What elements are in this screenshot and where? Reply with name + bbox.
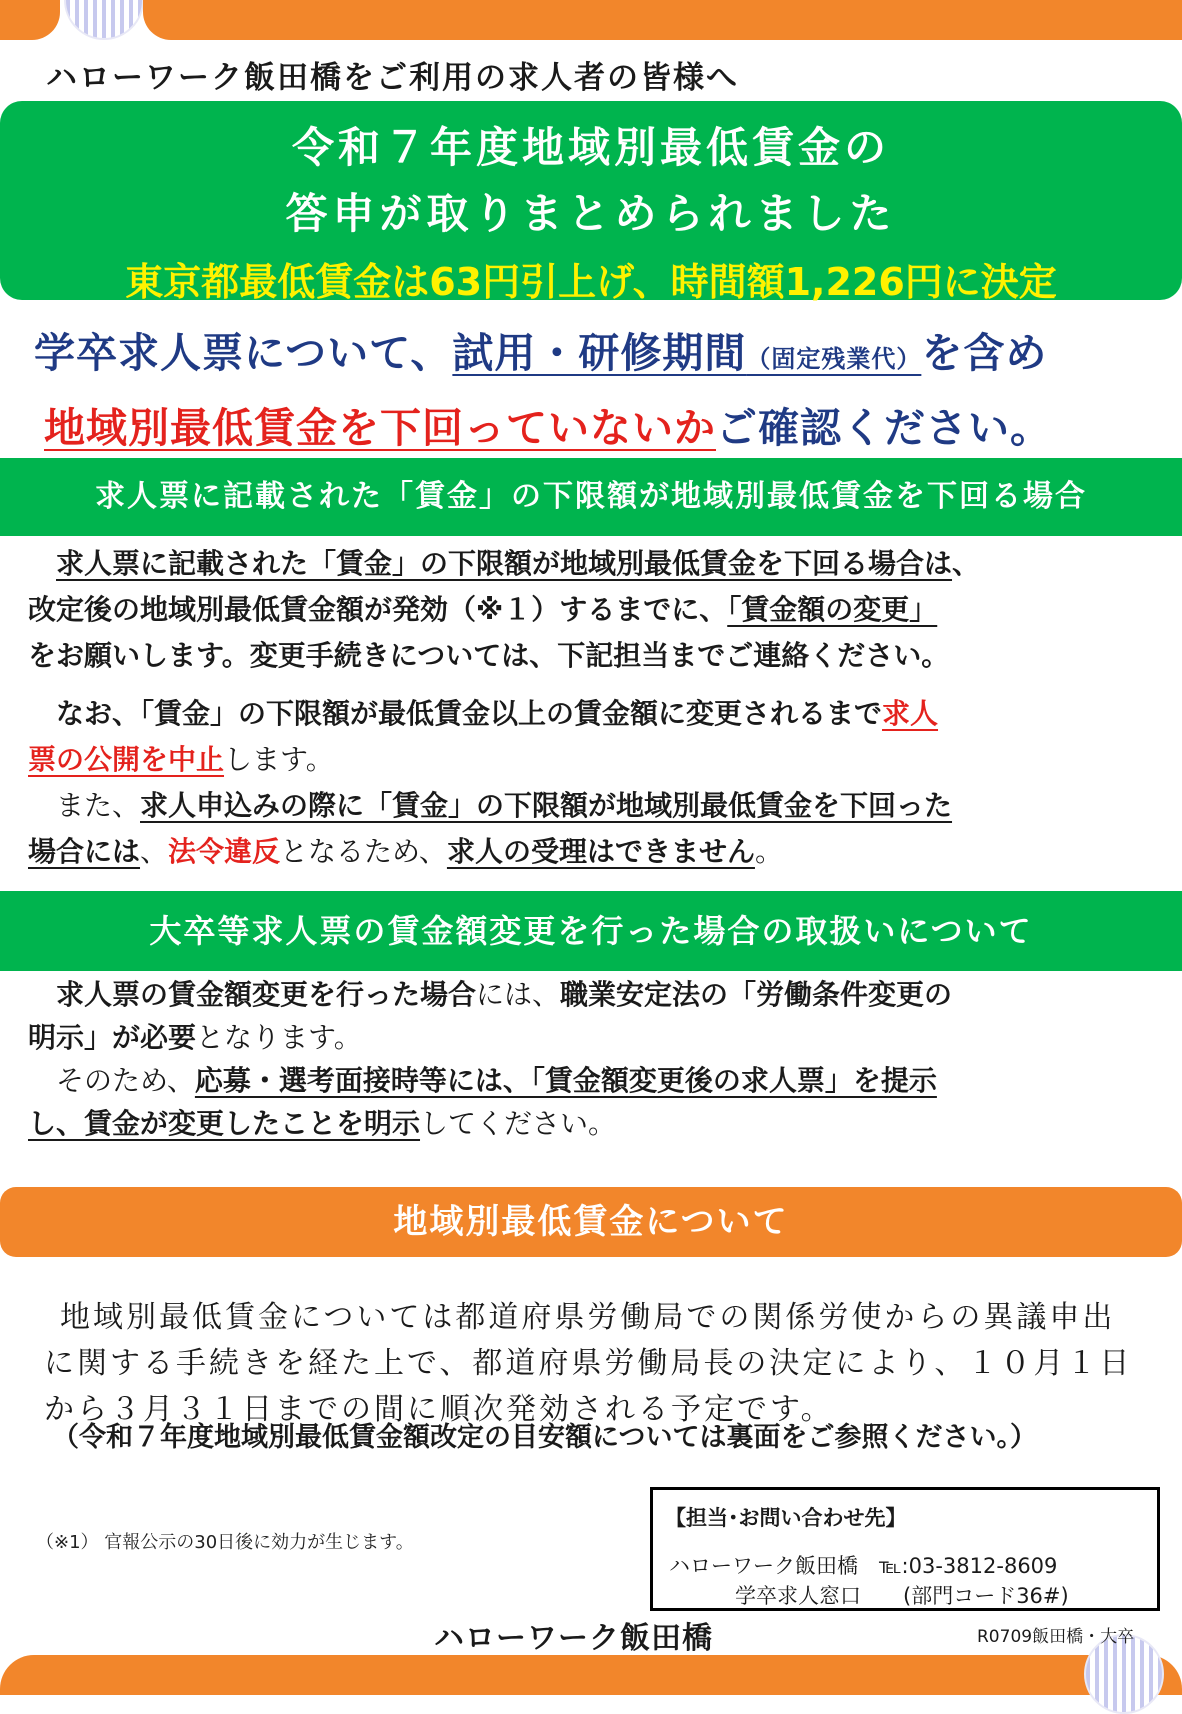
section2-line [28,1059,1158,1102]
hero-title-line2: 答申が取りまとめられました [285,189,897,238]
section3-line [44,1295,1132,1341]
section3-line: から３月３１日までの間に順次発効される予定です。 [44,1392,834,1427]
section1-line [28,737,1158,783]
contact-phone: ハローワーク飯田橋 ℡:03-3812-8609 [669,1554,1058,1578]
section2-title: 大卒等求人票の賃金額変更を行った場合の取扱いについて [0,891,1182,971]
section3-body [44,1295,1132,1433]
emph-text: 求人 [882,697,939,730]
emph-text: 「賃金額の変更」 [727,593,938,626]
section2-body [28,973,1158,1145]
check-fixed-overtime: （固定残業代） [746,345,922,373]
contact-window: 学卒求人窓口 (部門コード36#) [735,1584,1069,1608]
check-warning: 地域別最低賃金を下回っていないか [44,404,716,452]
contact-heading: 【担当･お問い合わせ先】 [665,1506,907,1530]
section1-line [28,633,1158,679]
check-confirm: ご確認ください。 [716,404,1052,452]
section3-note: （令和７年度地域別最低賃金額改定の目安額については裏面をご参照ください。） [52,1422,1037,1453]
section1-line [28,829,1158,875]
text: 、 [140,835,169,868]
section3-title: 地域別最低賃金について [0,1187,1182,1257]
text: また、 [56,789,141,822]
emph-text: 求人票に記載された「賃金」の下限額が地域別最低賃金を下回る場合は [56,547,953,580]
section1-line [28,541,1158,587]
text: 明示」が必要 [28,1021,197,1054]
emph-text: 応募・選考面接時等には、「賃金額変更後の求人票」を提示 [194,1064,937,1097]
section2-line [28,973,1158,1016]
top-band [143,0,1182,40]
text: そのため、 [56,1064,195,1097]
section1-title: 求人票に記載された「賃金」の下限額が地域別最低賃金を下回る場合 [0,458,1182,536]
emph-text: 求人の受理はできません [446,835,755,868]
check-line1 [34,320,1047,379]
contact-box [650,1487,1160,1611]
section1-line [28,587,1158,633]
text: 地域別最低賃金については都道府県労働局での関係労使からの異議申出 [60,1300,1116,1335]
section2-line [28,1016,1158,1059]
text: 、 [952,547,981,580]
footnote: （※1） 官報公示の30日後に効力が生じます。 [36,1532,414,1553]
section1-body [28,541,1158,875]
emph-text: 場合には [28,835,141,868]
text: には、 [476,978,561,1011]
greeting: ハローワーク飯田橋をご利用の求人者の皆様へ [46,60,739,96]
emph-text: 票の公開を中止 [28,743,225,776]
check-trial-period [452,329,921,377]
text: 改定後の地域別最低賃金額が発効（※１）するまでに、 [28,593,728,626]
striped-circle-icon [64,0,144,40]
section1-line [28,691,1158,737]
section1-line [28,783,1158,829]
text: します。 [224,743,334,776]
text: 。 [754,835,783,868]
text: 職業安定法の「労働条件変更の [560,978,953,1011]
top-band-left [0,0,60,40]
organization-name: ハローワーク飯田橋 [434,1621,713,1656]
document-code: R0709飯田橋・大卒 [977,1627,1135,1647]
text: 求人票の賃金額変更を行った場合 [56,978,477,1011]
check-line2 [44,395,1052,454]
check-text: 学卒求人票について、 [34,329,453,377]
section2-line [28,1102,1158,1145]
text: してください。 [420,1107,617,1140]
check-text: を含め [921,329,1048,377]
emph-text: 求人申込みの際に「賃金」の下限額が地域別最低賃金を下回った [140,789,953,822]
text: なお、「賃金」の下限額が最低賃金以上の賃金額に変更されるまで [56,697,883,730]
bottom-band [0,1655,1182,1695]
emph-text: 法令違反 [168,835,281,868]
hero-banner [0,101,1182,304]
text: をお願いします。変更手続きについては、下記担当までご連絡ください。 [28,639,950,672]
emph-text: し、賃金が変更したことを明示 [28,1107,421,1140]
hero-tokyo-wage: 東京都最低賃金は63円引上げ、時間額1,226円に決定 [125,260,1057,304]
text: となるため、 [280,835,447,868]
check-text: 試用・研修期間 [452,329,747,377]
hero-title-line1: 令和７年度地域別最低賃金の [291,123,890,172]
text: となります。 [196,1021,362,1054]
section3-line: に関する手続きを経た上で、都道府県労働局長の決定により、１０月１日 [44,1346,1133,1381]
